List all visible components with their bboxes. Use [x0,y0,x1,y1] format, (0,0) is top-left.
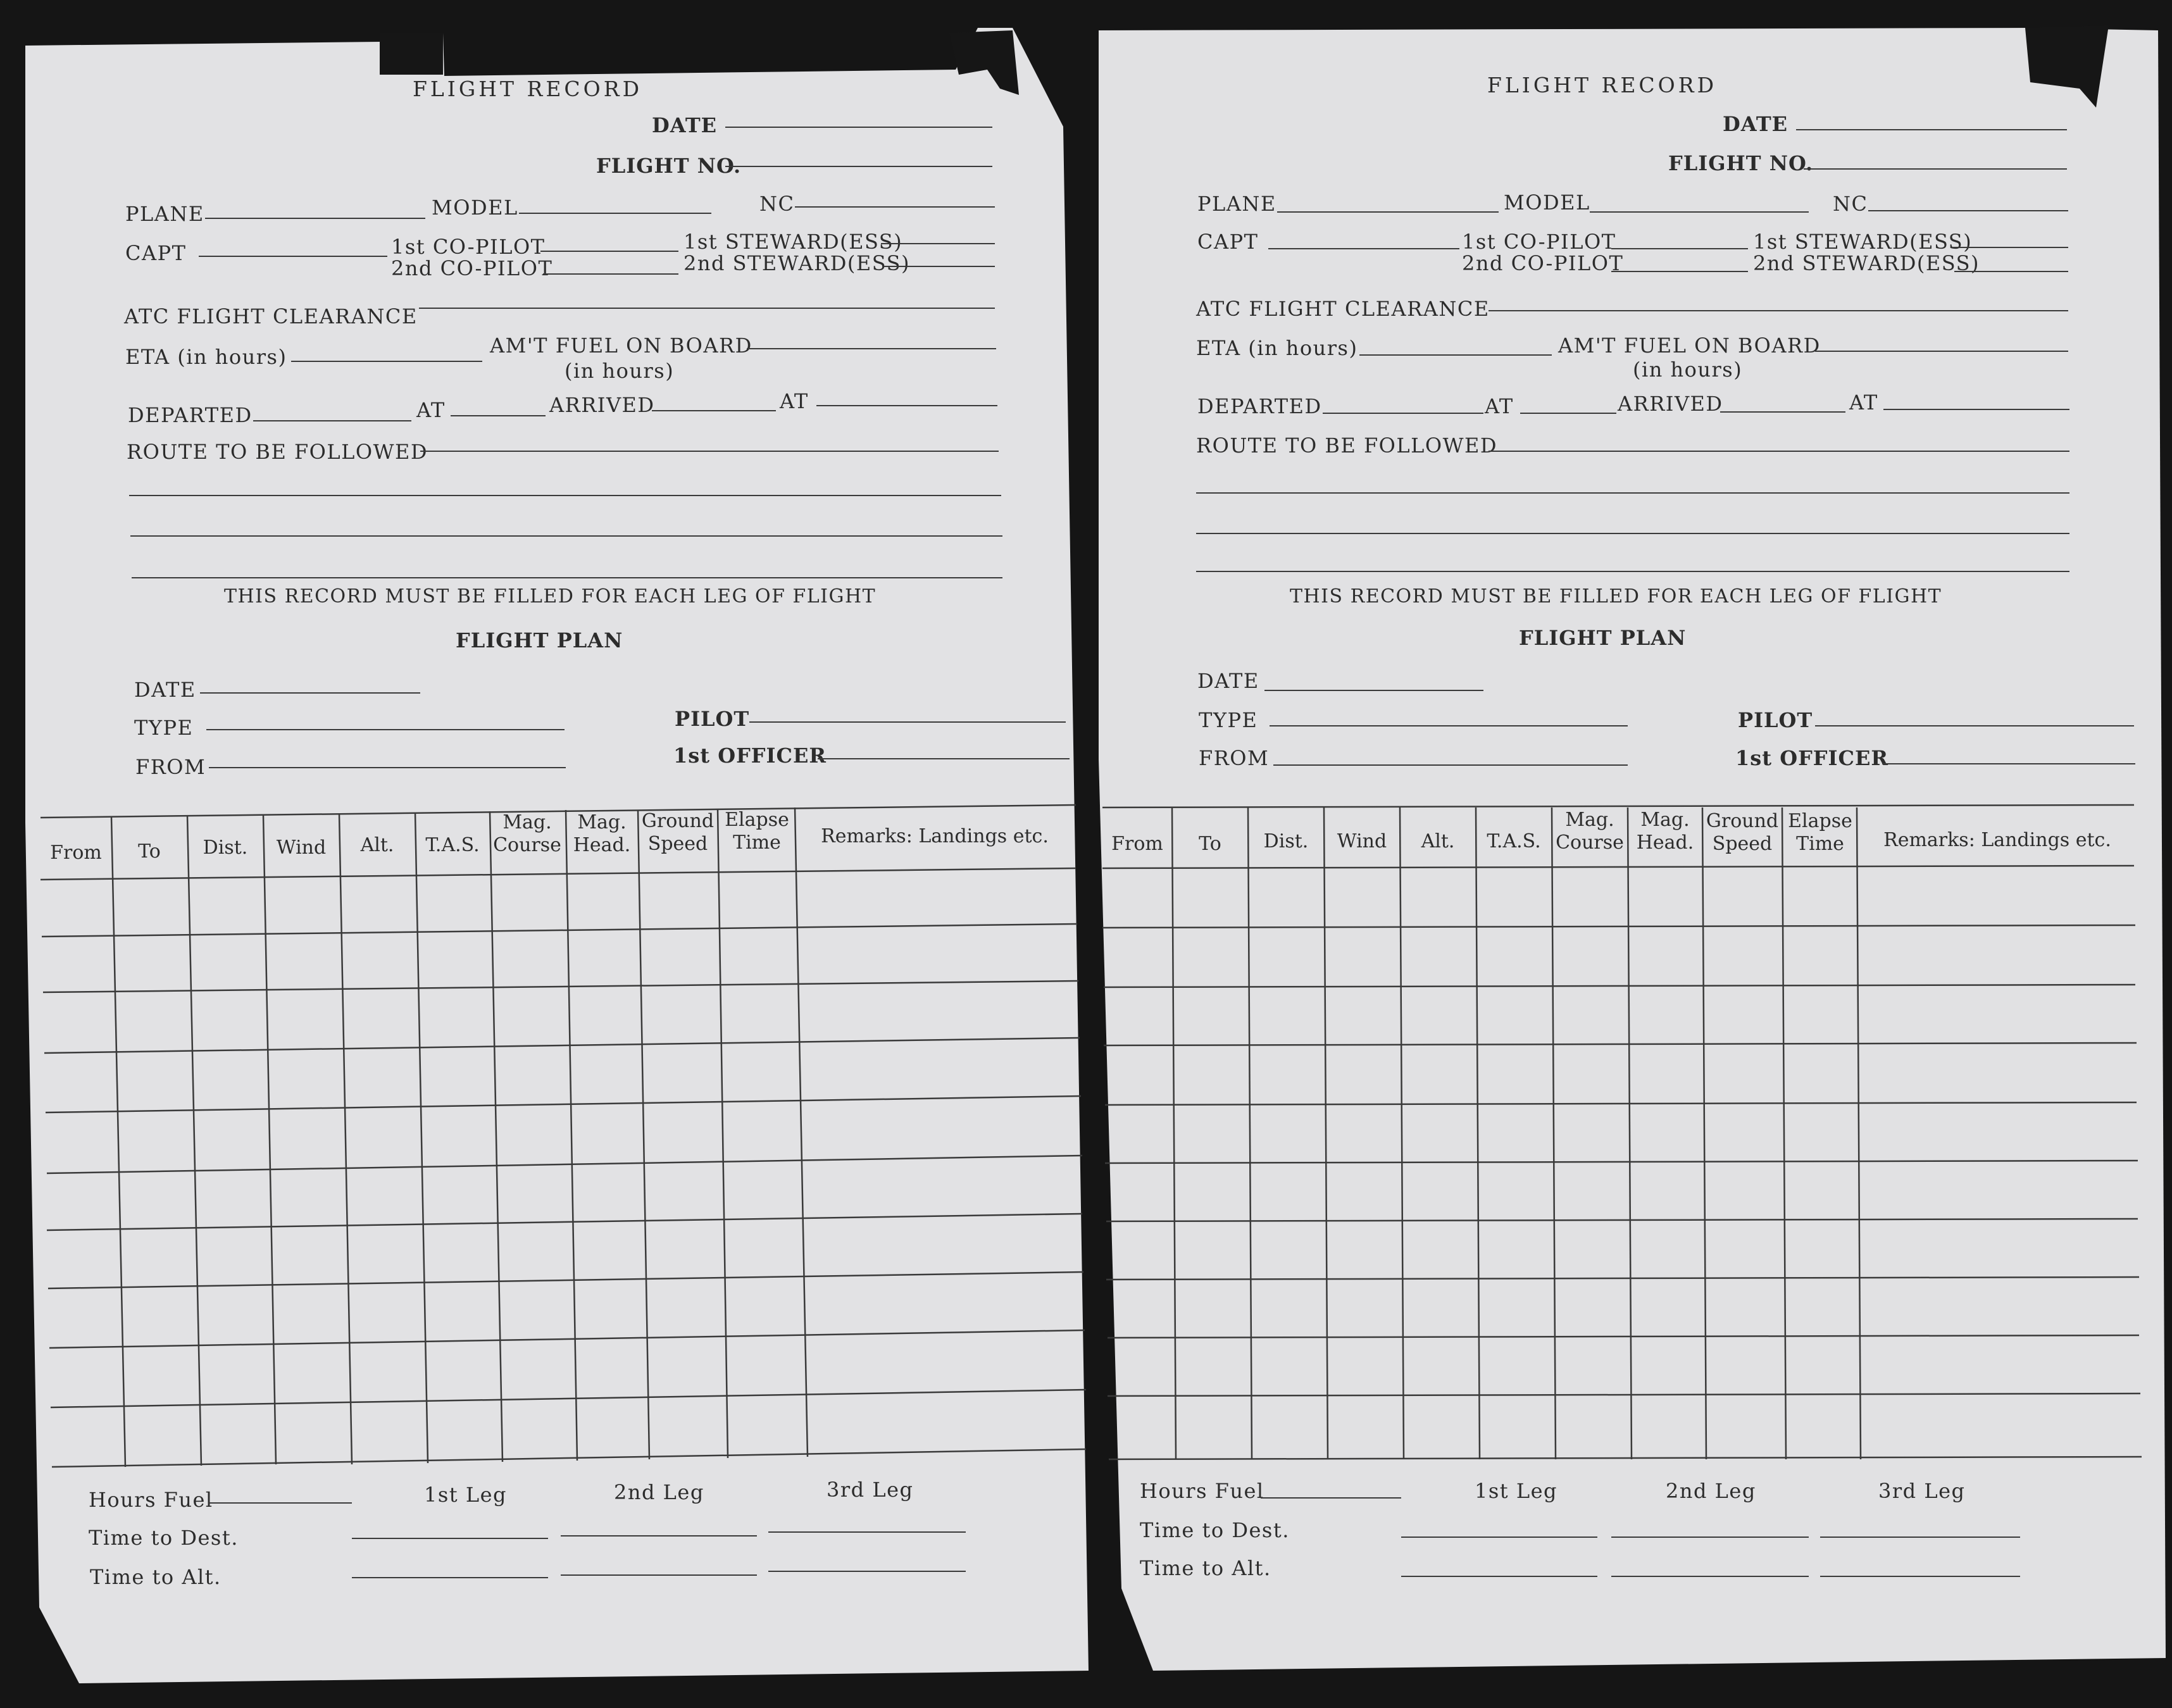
col-header-mag-course: Mag. Course [493,811,561,856]
model-label: MODEL [432,196,518,220]
at-1-line [1520,413,1616,414]
steward-1-label: 1st STEWARD(ESS) [683,230,903,254]
col-header-alt: Alt. [360,834,394,856]
route-line-4 [132,577,1002,578]
eta-line [1359,354,1552,356]
departed-label: DEPARTED [1197,394,1322,418]
col-header-to: To [138,840,161,863]
col-header-mag-head: Mag. Head. [573,811,631,856]
flight-no-label: FLIGHT NO. [1668,151,1814,175]
fuel-on-board-line [747,348,996,349]
route-line-2 [1196,492,2069,494]
alt-leg-1-line [1401,1576,1597,1577]
time-to-dest-label: Time to Dest. [89,1526,239,1550]
route-line-3 [130,535,1002,537]
plane-label: PLANE [125,202,204,226]
col-header-wind: Wind [276,837,327,859]
hours-fuel-line [1261,1497,1401,1499]
col-header-to: To [1199,833,1221,855]
col-header-ground-speed: Ground Speed [641,810,715,855]
col-header-wind: Wind [1337,830,1387,852]
atc-line [419,308,995,309]
plane-label: PLANE [1197,192,1276,216]
model-label: MODEL [1504,190,1590,215]
dest-leg-3-line [1820,1537,2020,1538]
fp-pilot-line [749,721,1066,723]
dest-leg-1-line [352,1538,548,1539]
nc-line [1868,210,2068,211]
fp-date-label: DATE [134,678,196,702]
at-2-line [1883,409,2069,410]
col-header-remarks: Remarks: Landings etc. [821,825,1049,847]
notice-text: THIS RECORD MUST BE FILLED FOR EACH LEG OF FLIGHT [1290,585,1942,608]
flight-plan-heading: FLIGHT PLAN [456,628,623,652]
alt-leg-3-line [768,1571,966,1572]
in-hours-label: (in hours) [565,359,675,383]
nc-label: NC [759,192,795,216]
steward-2-line [883,266,995,267]
route-line-2 [129,495,1001,496]
fp-date-line [200,692,420,694]
col-header-dist: Dist. [203,837,248,859]
fuel-on-board-label: AM'T FUEL ON BOARD [490,333,752,358]
fuel-on-board-line [1815,351,2068,352]
co-pilot-1-line [1611,248,1748,249]
at-1-label: AT [416,398,446,422]
leg-2-label: 2nd Leg [614,1480,704,1504]
plane-line [1277,211,1499,213]
leg-3-label: 3rd Leg [827,1478,914,1502]
col-header-elapse-time: Elapse Time [1788,810,1852,855]
alt-leg-3-line [1820,1576,2020,1577]
leg-1-label: 1st Leg [1475,1479,1557,1503]
capt-line [1268,248,1459,249]
route-line-4 [1196,571,2069,572]
leg-3-label: 3rd Leg [1878,1479,1966,1503]
fp-date-line [1264,690,1483,691]
fp-type-line [1270,725,1628,726]
fp-officer-label: 1st OFFICER [673,744,827,768]
col-header-from: From [1111,833,1163,855]
at-2-label: AT [1849,390,1878,415]
at-2-label: AT [780,389,809,413]
dest-leg-3-line [768,1531,966,1533]
atc-line [1489,310,2068,311]
fp-from-line [1273,764,1628,766]
capt-label: CAPT [1197,230,1259,254]
steward-1-line [881,243,995,244]
time-to-dest-label: Time to Dest. [1140,1518,1290,1542]
col-header-dist: Dist. [1263,830,1309,852]
flight-record-sheet-right [1083,0,2172,1708]
date-label: DATE [652,113,718,137]
eta-label: ETA (in hours) [125,345,287,369]
departed-line [253,420,411,421]
hours-fuel-line [209,1502,352,1504]
model-line [1590,211,1809,213]
steward-1-line [1952,247,2068,248]
plane-line [205,218,425,219]
col-header-tas: T.A.S. [425,834,480,856]
col-header-ground-speed: Ground Speed [1706,810,1779,855]
fp-officer-line [818,758,1070,759]
form-title: FLIGHT RECORD [413,77,643,101]
hours-fuel-label: Hours Fuel [89,1488,213,1512]
route-line-1 [1489,451,2069,452]
route-line-1 [420,451,999,452]
alt-leg-2-line [561,1574,757,1576]
in-hours-label: (in hours) [1633,358,1743,382]
fp-from-label: FROM [135,755,206,779]
atc-label: ATC FLIGHT CLEARANCE [1196,297,1490,321]
fp-date-label: DATE [1197,669,1259,693]
dest-leg-2-line [1611,1537,1809,1538]
departed-label: DEPARTED [128,403,253,427]
fp-type-label: TYPE [134,716,194,740]
fuel-on-board-label: AM'T FUEL ON BOARD [1558,333,1821,358]
nc-label: NC [1833,192,1868,216]
capt-label: CAPT [125,241,187,265]
dest-leg-2-line [561,1535,757,1537]
date-line [725,127,992,128]
steward-1-label: 1st STEWARD(ESS) [1753,230,1973,254]
notice-text: THIS RECORD MUST BE FILLED FOR EACH LEG OF FLIGHT [224,585,877,608]
route-label: ROUTE TO BE FOLLOWED [127,440,428,464]
alt-leg-2-line [1611,1576,1809,1577]
flight-plan-heading: FLIGHT PLAN [1519,626,1687,650]
form-title: FLIGHT RECORD [1487,73,1718,97]
co-pilot-2-line [543,273,678,275]
eta-label: ETA (in hours) [1196,336,1358,360]
steward-2-label: 2nd STEWARD(ESS) [683,251,911,275]
leg-2-label: 2nd Leg [1666,1479,1756,1503]
co-pilot-2-line [1611,271,1748,272]
fp-pilot-line [1815,725,2134,726]
arrived-label: ARRIVED [549,393,655,417]
col-header-remarks: Remarks: Landings etc. [1883,829,2111,851]
at-2-line [816,405,997,406]
co-pilot-1-line [540,251,678,252]
co-pilot-2-label: 2nd CO-PILOT [391,256,553,280]
flight-no-line [725,166,992,167]
fp-type-label: TYPE [1199,708,1258,732]
capt-line [199,256,387,257]
nc-line [795,206,995,208]
col-header-tas: T.A.S. [1487,830,1541,852]
dest-leg-1-line [1401,1537,1597,1538]
at-1-line [451,415,546,416]
fp-from-line [209,767,566,768]
eta-line [291,361,482,362]
steward-2-label: 2nd STEWARD(ESS) [1753,251,1980,275]
time-to-alt-label: Time to Alt. [90,1565,222,1589]
arrived-line [1720,411,1845,413]
fp-pilot-label: PILOT [1738,708,1813,732]
model-line [519,213,711,214]
co-pilot-2-label: 2nd CO-PILOT [1462,251,1624,275]
col-header-mag-head: Mag. Head. [1636,809,1694,854]
fp-from-label: FROM [1199,746,1270,770]
co-pilot-1-label: 1st CO-PILOT [391,235,546,259]
route-line-3 [1196,533,2069,534]
departed-line [1323,413,1483,414]
date-line [1796,129,2067,130]
date-label: DATE [1723,112,1788,136]
flight-no-line [1804,168,2067,170]
arrived-line [652,410,776,411]
col-header-alt: Alt. [1421,830,1455,852]
fp-type-line [206,729,565,730]
col-header-mag-course: Mag. Course [1556,809,1624,854]
leg-1-label: 1st Leg [424,1483,507,1507]
arrived-label: ARRIVED [1618,392,1723,416]
fp-officer-line [1882,763,2135,764]
co-pilot-1-label: 1st CO-PILOT [1462,230,1616,254]
col-header-elapse-time: Elapse Time [725,809,789,854]
steward-2-line [1954,271,2068,272]
col-header-from: From [50,842,102,864]
flight-no-label: FLIGHT NO. [596,154,742,178]
route-label: ROUTE TO BE FOLLOWED [1196,433,1498,458]
fp-officer-label: 1st OFFICER [1735,746,1888,770]
time-to-alt-label: Time to Alt. [1140,1556,1271,1580]
at-1-label: AT [1485,394,1514,418]
atc-label: ATC FLIGHT CLEARANCE [124,304,418,328]
alt-leg-1-line [352,1577,548,1578]
hours-fuel-label: Hours Fuel [1140,1479,1264,1503]
fp-pilot-label: PILOT [675,707,750,731]
